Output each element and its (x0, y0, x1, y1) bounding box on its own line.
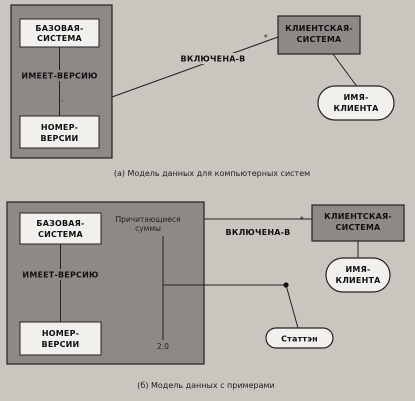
cardinality-mark-b-right: * (300, 215, 304, 224)
entity-client-system-b-line1: КЛИЕНТСКАЯ- (324, 212, 392, 221)
rel-included-in-a: ВКЛЮЧЕНА-В (180, 54, 246, 64)
attr-client-name-a (318, 86, 394, 120)
entity-version-b-line1: НОМЕР- (41, 329, 80, 338)
cardinality-mark-client-a: * (264, 33, 268, 42)
connector-included-in-a (112, 37, 278, 97)
attr-client-name-b-line1: ИМЯ- (345, 265, 371, 274)
attr-status-label: Статтэн (281, 334, 318, 344)
annotation-sums-line1: Причитающиеся (115, 215, 181, 224)
entity-base-system-a-line1: БАЗОВАЯ- (35, 24, 84, 33)
entity-base-system-b-line1: БАЗОВАЯ- (36, 219, 85, 228)
entity-version-b (20, 322, 101, 355)
annotation-sums-line2: суммы (135, 224, 161, 233)
connector-client-name-a (333, 54, 358, 88)
entity-version-b-line2: ВЕРСИИ (41, 340, 80, 349)
rel-has-version-b: ИМЕЕТ-ВЕРСИЮ (22, 270, 99, 280)
entity-version-a-line2: ВЕРСИИ (40, 134, 79, 143)
attr-client-name-b (326, 258, 390, 292)
entity-version-a-line1: НОМЕР- (40, 123, 79, 132)
entity-client-system-a-line2: СИСТЕМА (296, 35, 342, 44)
entity-client-system-b-line2: СИСТЕМА (335, 223, 381, 232)
connector-status (286, 285, 298, 328)
diagram-b (7, 202, 404, 390)
attr-client-name-b-line2: КЛИЕНТА (335, 276, 381, 285)
attr-client-name-a-line2: КЛИЕНТА (333, 104, 379, 113)
caption-b: (б) Модель данных с примерами (137, 381, 275, 390)
annotation-value: 2.0 (157, 342, 169, 351)
cardinality-mark-a: · (61, 97, 64, 106)
cardinality-mark-b-left: · (214, 215, 217, 224)
entity-base-system-b-line2: СИСТЕМА (38, 230, 83, 239)
rel-has-version-a: ИМЕЕТ-ВЕРСИЮ (21, 71, 98, 81)
attr-client-name-a-line1: ИМЯ- (343, 93, 369, 102)
entity-base-system-a-line2: СИСТЕМА (37, 34, 82, 43)
entity-client-system-a-line1: КЛИЕНТСКАЯ- (285, 24, 353, 33)
rel-included-in-b: ВКЛЮЧЕНА-В (225, 228, 291, 237)
entity-version-a (20, 116, 99, 148)
entity-base-system-b (20, 213, 101, 244)
caption-a: (а) Модель данных для компьютерных систем (113, 169, 311, 178)
diagram-a (11, 5, 394, 178)
